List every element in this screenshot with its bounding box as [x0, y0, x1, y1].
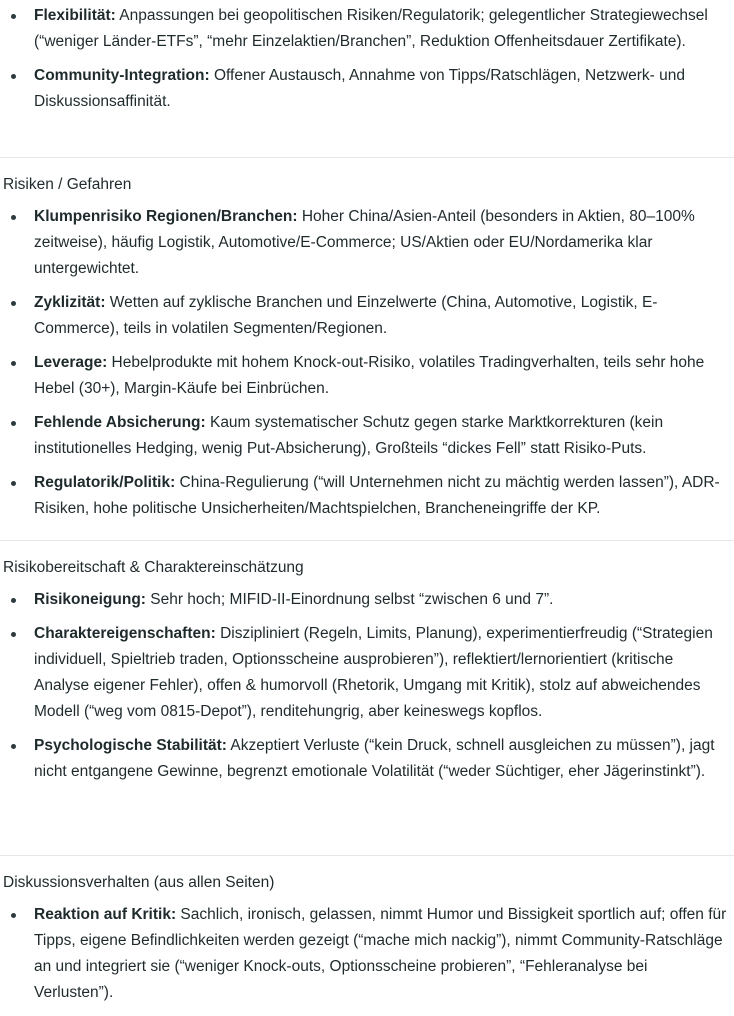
item-label: Klumpenrisiko Regionen/Branchen: [34, 208, 298, 225]
item-label: Charaktereigenschaften: [34, 625, 216, 642]
item-text: Akzeptiert Verluste (“kein Druck, schnell ausgleichen zu müssen”), jagt nicht entgangene Gewinne, begrenzt emotionale Volatilität (“weder Süchtiger, eher Jägerinstinkt”). [34, 737, 715, 780]
list-item-flexibilitaet [0, 3, 734, 55]
item-text: China-Regulierung (“will Unternehmen nicht zu mächtig werden lassen”), ADR-Risiken, hohe politische Unsicherheiten/Machtspielchen, Brancheneingriffe der KP. [34, 474, 720, 517]
item-text: Kaum systematischer Schutz gegen starke Marktkorrekturen (kein institutionelles Hedging, wenig Put-Absicherung), Großteils “dickes Fell” statt Risiko-Puts. [34, 414, 664, 457]
item-label: Fehlende Absicherung: [34, 414, 206, 431]
item-text: Sehr hoch; MIFID-II-Einordnung selbst “zwischen 6 und 7”. [145, 591, 554, 608]
section-diskussionsverhalten [0, 870, 734, 1014]
item-label: Reaktion auf Kritik: [34, 906, 177, 923]
section-divider [0, 157, 734, 158]
item-label: Psychologische Stabilität: [34, 737, 227, 754]
item-label: Regulatorik/Politik: [34, 474, 176, 491]
section-divider [0, 540, 734, 541]
section-divider [0, 855, 734, 856]
item-text: Sachlich, ironisch, gelassen, nimmt Humor und Bissigkeit sportlich auf; offen für Tipps, eigene Befindlichkeiten werden gezeigt (“mache mich nackig”), nimmt Community-Ratschläge an und integriert sie (“weniger Knock-outs, Optionsscheine probieren”, “Fehleranalyse bei Verlusten”). [34, 906, 727, 1001]
item-text: Hoher China/Asien-Anteil (besonders in Aktien, 80–100% zeitweise), häufig Logistik, Automotive/E-Commerce; US/Aktien oder EU/Nordamerika klar untergewichtet. [34, 208, 695, 277]
bullet-list [0, 3, 734, 115]
item-label: Community-Integration: [34, 67, 210, 84]
section-strategie-continued [0, 3, 734, 123]
item-label: Zyklizität: [34, 294, 106, 311]
bullet-list [0, 587, 734, 785]
list-item-leverage [0, 350, 734, 402]
section-heading: Risiken / Gefahren [3, 176, 132, 193]
item-label: Flexibilität: [34, 7, 116, 24]
item-text: Hebelprodukte mit hohem Knock-out-Risiko, volatiles Tradingverhalten, teils sehr hohe Hebel (30+), Margin-Käufe bei Einbrüchen. [34, 354, 705, 397]
item-text: Anpassungen bei geopolitischen Risiken/Regulatorik; gelegentlicher Strategiewechsel (“weniger Länder-ETFs”, “mehr Einzelaktien/Branchen”, Reduktion Offenheitsdauer Zertifikate). [34, 7, 708, 50]
section-heading: Risikobereitschaft & Charaktereinschätzung [3, 559, 304, 576]
list-item-regulatorik-politik [0, 470, 734, 522]
list-item-fehlende-absicherung [0, 410, 734, 462]
bullet-list [0, 902, 734, 1006]
item-text: Offener Austausch, Annahme von Tipps/Ratschlägen, Netzwerk- und Diskussionsaffinität. [34, 67, 685, 110]
list-item-zyklizitaet [0, 290, 734, 342]
list-item-community-integration [0, 63, 734, 115]
item-label: Risikoneigung: [34, 591, 146, 608]
section-heading: Diskussionsverhalten (aus allen Seiten) [3, 874, 275, 891]
section-risiken [0, 172, 734, 530]
list-item-risikoneigung [0, 587, 734, 613]
item-label: Leverage: [34, 354, 108, 371]
item-text: Wetten auf zyklische Branchen und Einzelwerte (China, Automotive, Logistik, E-Commerce), teils in volatilen Segmenten/Regionen. [34, 294, 658, 337]
section-risikobereitschaft [0, 555, 734, 793]
list-item-psychologische-stabilitaet [0, 733, 734, 785]
item-text: Diszipliniert (Regeln, Limits, Planung), experimentierfreudig (“Strategien individuell, Spieltrieb traden, Optionsscheine ausprobieren”), reflektiert/lernorientiert (kritische Analyse eigener Fehler), offen & humorvoll (Rhetorik, Umgang mit Kritik), stolz auf abweichendes Modell (“weg vom 0815-Depot”), renditehungrig, aber keineswegs kopflos. [34, 625, 713, 720]
list-item-charaktereigenschaften [0, 621, 734, 725]
bullet-list [0, 204, 734, 522]
list-item-reaktion-auf-kritik [0, 902, 734, 1006]
list-item-klumpenrisiko [0, 204, 734, 282]
